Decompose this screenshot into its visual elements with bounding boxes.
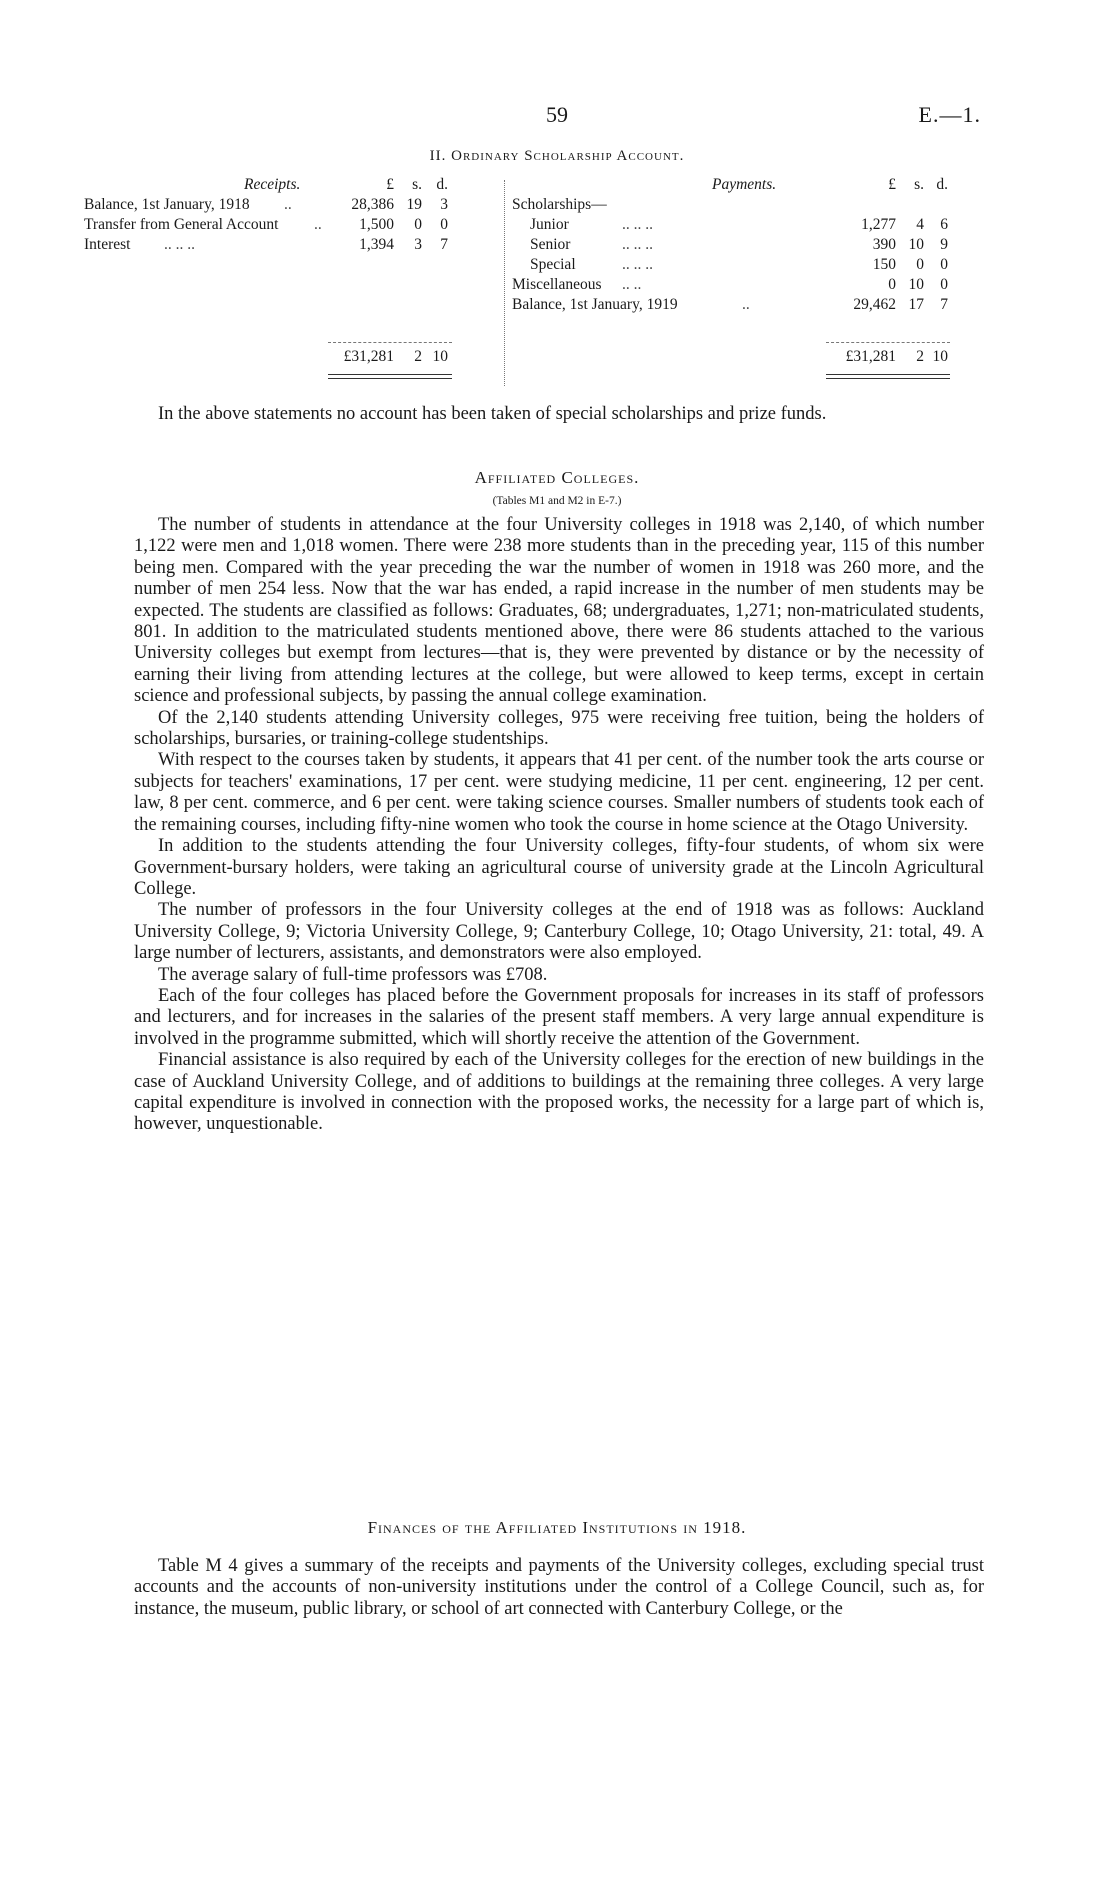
payments-row	[512, 276, 946, 296]
scholarship-account-table	[84, 176, 946, 394]
receipts-row-leader: ..	[314, 216, 322, 233]
receipts-total-pound: £31,281	[343, 348, 394, 365]
finances-body	[134, 1556, 984, 1620]
payments-row-d: 9	[940, 236, 948, 253]
pence-unit: d.	[436, 176, 448, 193]
payments-row-s: 4	[916, 216, 924, 233]
affiliated-paragraph: With respect to the courses taken by students, it appears that 41 per cent. of the number took the arts course or subjects for teachers' examinations, 17 per cent. were studying medicine, 11 per cent. engineering, 12 per cent. law, 8 per cent. commerce, and 6 per cent. were taking science courses. Smaller numbers of students took each of the remaining courses, including fifty-nine women who took the course in home science at the Otago University.	[134, 750, 984, 835]
account-title: II. Ordinary Scholarship Account.	[429, 148, 685, 164]
total-double-rule	[328, 374, 452, 375]
payments-total-row	[512, 348, 946, 370]
payments-row	[512, 296, 946, 316]
payments-row-label: Junior	[530, 216, 569, 233]
receipts-row-label: Interest	[84, 236, 131, 253]
payments-row-label: Scholarships—	[512, 196, 607, 213]
payments-header	[512, 176, 946, 196]
payments-row-label: Senior	[530, 236, 571, 253]
page-number: 59	[546, 102, 568, 127]
total-double-rule	[826, 378, 950, 379]
payments-row-leader: .. ..	[622, 276, 642, 293]
receipts-header	[84, 176, 504, 196]
affiliated-paragraph: Each of the four colleges has placed before the Government proposals for increases in its staff of professors and lecturers, and for increases in the salaries of the present staff members. A very large annual expenditure is involved in the programme submitted, which will shortly receive the attention of the Government.	[134, 985, 984, 1049]
affiliated-colleges-heading: Affiliated Colleges.	[474, 468, 640, 487]
affiliated-paragraph: Of the 2,140 students attending University colleges, 975 were receiving free tuition, being the holders of scholarships, bursaries, or training-college studentships.	[134, 707, 984, 750]
shilling-unit: s.	[412, 176, 422, 193]
total-double-rule	[328, 378, 452, 379]
affiliated-paragraph: Financial assistance is also required by each of the University colleges for the erection of new buildings in the case of Auckland University College, and of additions to buildings at the remaining three colleges. A very large capital expenditure is involved in connection with the proposed works, the necessity for a large part of which is, however, unquestionable.	[134, 1050, 984, 1135]
payments-row	[512, 256, 946, 276]
payments-row	[512, 236, 946, 256]
payments-row-d: 0	[940, 256, 948, 273]
receipts-total-row	[84, 348, 504, 370]
receipts-row	[84, 236, 504, 256]
payments-heading: Payments.	[712, 176, 777, 193]
receipts-row	[84, 196, 504, 216]
receipts-row-pound: 28,386	[351, 196, 394, 213]
subtotal-rule	[826, 342, 950, 343]
pound-unit: £	[888, 176, 896, 193]
receipts-row-leader: ..	[284, 196, 292, 213]
payments-row-pound: 150	[872, 256, 896, 273]
payments-row-s: 10	[908, 276, 924, 293]
pence-unit: d.	[936, 176, 948, 193]
payments-row-label: Balance, 1st January, 1919	[512, 296, 678, 313]
receipts-row-leader: .. .. ..	[164, 236, 195, 253]
payments-row	[512, 216, 946, 236]
total-double-rule	[826, 374, 950, 375]
payments-total-s: 2	[916, 348, 924, 365]
receipts-total-s: 2	[414, 348, 422, 365]
finances-paragraph: Table M 4 gives a summary of the receipts and payments of the University colleges, excluding special trust accounts and the accounts of non-university institutions under the control of a College Council, such as, for instance, the museum, public library, or school of art connected with Canterbury College, or the	[134, 1556, 984, 1619]
receipts-row-label: Balance, 1st January, 1918	[84, 196, 250, 213]
receipts-row-d: 7	[440, 236, 448, 253]
receipts-total-d: 10	[432, 348, 448, 365]
receipts-row-label: Transfer from General Account	[84, 216, 279, 233]
payments-total-pound: £31,281	[845, 348, 896, 365]
payments-row-d: 6	[940, 216, 948, 233]
affiliated-paragraph: The number of students in attendance at the four University colleges in 1918 was 2,140, of which number 1,122 were men and 1,018 women. There were 238 more students than in the preceding year, 115 of this number being men. Compared with the year preceding the war the number of women in 1918 was 260 more, and the number of men 254 less. Now that the war has ended, a rapid increase in the number of men students may be expected. The students are classified as follows: Graduates, 68; undergraduates, 1,271; non-matriculated students, 801. In addition to the matriculated students mentioned above, there were 86 students attached to the various University colleges but exempt from lectures—that is, they were prevented by distance or by the necessity of earning their living from attending lectures at the college, but were allowed to keep terms, except in certain science and professional subjects, by passing the annual college examination.	[134, 515, 984, 707]
payments-row-pound: 1,277	[861, 216, 896, 233]
receipts-row	[84, 216, 504, 236]
receipts-row-pound: 1,500	[359, 216, 394, 233]
payments-row-s: 10	[908, 236, 924, 253]
receipts-row-d: 0	[440, 216, 448, 233]
payments-row-leader: .. .. ..	[622, 236, 653, 253]
document-reference: E.—1.	[918, 102, 981, 127]
payments-row-s: 17	[908, 296, 924, 313]
payments-row-pound: 390	[872, 236, 896, 253]
receipts-column	[84, 176, 504, 394]
affiliated-paragraph: The number of professors in the four University colleges at the end of 1918 was as follows: Auckland University College, 9; Victoria University College, 9; Canterbury College, 10; Otago University, 21: total, 49. A large number of lecturers, assistants, and demonstrators were also employed.	[134, 900, 984, 964]
tables-reference: (Tables M1 and M2 in E-7.)	[492, 495, 622, 507]
payments-row-s: 0	[916, 256, 924, 273]
payments-column	[512, 176, 946, 394]
receipts-row-s: 3	[414, 236, 422, 253]
payments-row-leader: .. .. ..	[622, 216, 653, 233]
payments-row-label: Special	[530, 256, 576, 273]
affiliated-colleges-body	[134, 515, 984, 1136]
payments-row-label: Miscellaneous	[512, 276, 602, 293]
payments-row-d: 7	[940, 296, 948, 313]
page-header	[0, 102, 1114, 132]
column-separator	[504, 180, 505, 386]
receipts-row-s: 19	[406, 196, 422, 213]
receipts-row-s: 0	[414, 216, 422, 233]
payments-row-d: 0	[940, 276, 948, 293]
receipts-row-pound: 1,394	[359, 236, 394, 253]
payments-row-pound: 0	[888, 276, 896, 293]
finances-heading: Finances of the Affiliated Institutions in 1918.	[367, 1518, 747, 1537]
receipts-row-d: 3	[440, 196, 448, 213]
pound-unit: £	[386, 176, 394, 193]
affiliated-paragraph: The average salary of full-time professors was £708.	[158, 964, 548, 985]
payments-row-leader: .. .. ..	[622, 256, 653, 273]
payments-row	[512, 196, 946, 216]
shilling-unit: s.	[914, 176, 924, 193]
note-paragraph: In the above statements no account has been taken of special scholarships and prize funds.	[158, 404, 827, 424]
payments-row-pound: 29,462	[853, 296, 896, 313]
receipts-heading: Receipts.	[244, 176, 301, 193]
account-note	[134, 404, 984, 425]
affiliated-paragraph: In addition to the students attending the four University colleges, fifty-four students, of whom six were Government-bursary holders, were taking an agricultural course of university grade at the Lincoln Agricultural College.	[134, 836, 984, 899]
payments-row-leader: ..	[742, 296, 750, 313]
subtotal-rule	[328, 342, 452, 343]
payments-total-d: 10	[932, 348, 948, 365]
